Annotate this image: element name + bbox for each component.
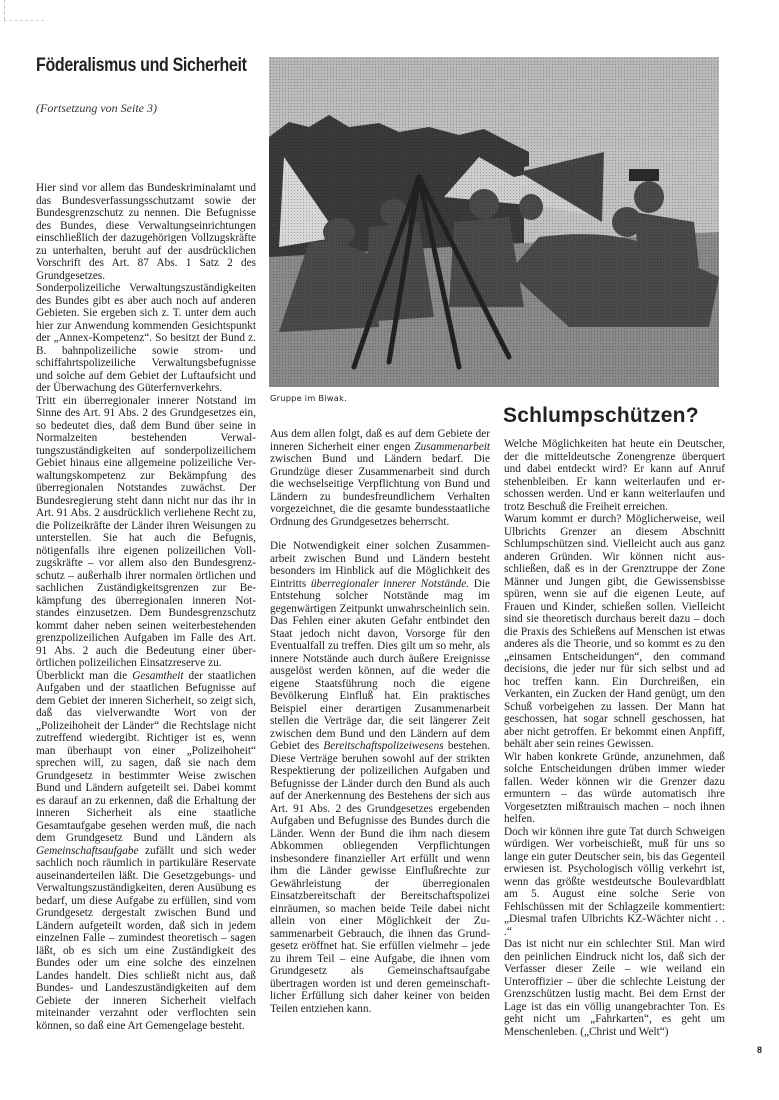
text-run: Die Notwendigkeit einer solchen Zusammenarbeit zwischen Bund und Ländern besteht besonders im Hinblick auf die Möglichkeit des Eintritts (270, 540, 490, 590)
emphasis: Bereitschaftspolizeiwesens (323, 740, 444, 752)
page-number: 8 (757, 1045, 763, 1055)
paragraph: Tritt ein überregionaler innerer Notstand im Sinne des Art. 91 Abs. 2 des Grundgesetzes ein, so bedeutet dies, daß dem Bund über seine in Normalzeiten bestehenden Verwaltungszuständigkeiten auf sonderpolizeilichem Gebiet hinaus eine allgemeine polizeiliche Verwaltungskompetenz zur Bekämpfung des überregionalen Notstandes zuwächst. Der Bundesregierung steht dann nicht nur das ihr in Art. 91 Abs. 2 ausdrücklich verliehene Recht zu, die Polizeikräfte der Länder ihren Weisungen zu unterstellen. Sie hat auch die Befugnis, nötigenfalls ihre eigenen polizeilichen Vollzugskräfte – vor allem also den Bundesgrenzschutz – außerhalb ihrer normalen örtlichen und sachlichen Zuständigkeitsgrenzen zur Bekämpfung des überregionalen inneren Notstandes einzusetzen. Dem Bundesgrenzschutz kommt daher neben seinen weiterbestehenden grenzpolizeilichen Aufgaben im Falle des Art. 91 Abs. 2 auch die Bedeutung einer überörtlichen polizeilichen Einsatzreserve zu. (36, 394, 256, 669)
paragraph: Wir haben konkrete Gründe, anzunehmen, daß solche Entscheidungen drüben immer wieder fallen. Weder können wir die Grenzer dazu ermuntern – das würde automatisch ihre Vorgesetzten mißtrauisch machen – noch ihnen helfen. (504, 750, 725, 825)
text-run: zufällt und sich weder sachlich noch räumlich in partikuläre Reservate auseinanderteilen läßt. Die Gesetzgebungs- und Verwaltungszuständigkeiten, deren Ausübung es bedarf, um diese Aufgabe zu erfüllen, sind vom Grundgesetz dergestalt zwischen Bund und Ländern aufgeteilt worden, daß sich in jedem einzelnen Falle – zumindest theoretisch – sagen läßt, ob es sich um eine Zuständigkeit des Bundes oder um eine solche des einzelnen Landes handelt. Dies schließt nicht aus, daß Bundes- und Landeszuständigkeiten auf dem Gebiete der inneren Sicherheit vielfach miteinander verzahnt oder verflochten sein können, so daß eine Art Gemengelage besteht. (36, 844, 256, 1032)
article-title: Föderalismus und Sicherheit (36, 54, 247, 76)
article-column-left (36, 182, 256, 1032)
text-run: bestehen. Diese Verträge beruhen sowohl auf der strikten Respektierung der polizeilichen Aufgaben und Befugnisse der Länder durch den Bund als auch auf der Anerkennung des Bestehens der sich aus Art. 91 Abs. 2 des Grundgesetzes ergebenden Aufgaben und Befugnisse des Bundes durch die Länder. Wenn der Bund die ihm nach diesem Abkommen obliegenden Verpflichtungen insbesondere finanzieller Art erfüllt und wenn ihm die Länder gewisse Einflußrechte zur Gewährleistung der überregionalen Einsatzbereitschaft der Bereitschaftspolizei einräumen, so machen beide Teile dabei nicht allein von einer Möglichkeit der Zusammenarbeit Gebrauch, die ihnen das Grundgesetz eröffnet hat. Sie erfüllen vielmehr – jede zu ihrem Teil – eine Aufgabe, die ihnen vom Grundgesetz als Gemeinschaftsaufgabe übertragen worden ist und deren gemeinschaftlicher Erfüllung sich daher keiner von beiden Teilen entziehen kann. (270, 740, 491, 1015)
paragraph (270, 428, 490, 528)
continuation-note: (Fortsetzung von Seite 3) (36, 101, 157, 115)
halftone-overlay (269, 57, 719, 387)
photo-caption: Gruppe im Biwak. (270, 393, 347, 403)
paragraph: Welche Möglichkeiten hat heute ein Deutscher, der die mitteldeutsche Zonengrenze überquert und dabei entdeckt wird? Er kann auf Anruf stehenbleiben. Er kann weiterlaufen und erschossen werden. Und er kann weiterlaufen und trotz Beschuß die Freiheit erreichen. (504, 438, 725, 513)
article-column-middle (270, 428, 490, 1015)
text-run: Überblickt man die (36, 669, 133, 682)
crop-mark (4, 0, 6, 20)
paragraph (36, 670, 256, 1033)
emphasis: Gemeinschaftsaufgabe (36, 844, 139, 857)
photo-image (269, 57, 719, 387)
paragraph (270, 540, 490, 1015)
text-run: der staatlichen Aufgaben und der staatlichen Befugnisse auf dem Gebiet der inneren Sicherheit, so zeigt sich, daß das vielverwandte Wort von der „Polizeihoheit der Länder“ die Rechtslage nicht zutreffend wiedergibt. Richtiger ist es, wenn man überhaupt von einer „Polizeihoheit“ sprechen will, zu sagen, daß sie nach dem Grundgesetz in bestimmter Weise zwischen Bund und Ländern aufgeteilt sei. Dabei kommt es darauf an zu erkennen, daß die Erhaltung der inneren Sicherheit als eine staatliche Gesamtaufgabe gesehen werden muß, die nach dem Grundgesetz Bund und Ländern als (36, 669, 257, 844)
text-run: zwischen Bund und Ländern bedarf. Die Grundzüge dieser Zusammenarbeit sind durch die wechselseitige Verpflichtung von Bund und Ländern zu bundesfreundlichem Verhalten vorgezeichnet, die die gesamte bundesstaatliche Ordnung des Grundgesetzes beherrscht. (270, 453, 490, 528)
emphasis: überregionaler innerer Notstände. (310, 577, 470, 590)
sidebar-article-column (504, 438, 725, 1038)
text-run: Die Entstehung solcher Notstände mag im gegenwärtigen Zeitpunkt unwahrscheinlich sein. Das Fehlen einer akuten Gefahr entbindet den Staat jedoch nicht davon, Vorsorge für den Eventualfall zu treffen. Dies gilt um so mehr, als innere Notstände auch durch äußere Ereignisse ausgelöst werden können, auf die weder die eigene Staatsführung noch die eigene Bevölkerung Einfluß hat. Ein praktisches Beispiel einer derartigen Zusammenarbeit stellen die Verträge dar, die seit längerer Zeit zwischen dem Bund und den Ländern auf dem Gebiet des (270, 577, 491, 752)
bivouac-photo (269, 57, 719, 387)
emphasis: Zusammenarbeit (414, 440, 490, 453)
paragraph: Warum kommt er durch? Möglicherweise, weil Ulbrichts Grenzer an diesem Abschnitt Schlumpschützen sind. Vielleicht auch aus ganz anderen Gründen. Wir können nicht ausschließen, daß es in der Grenztruppe der Zone Männer und Jungen gibt, die Gewissensbisse spüren, wenn sie auf die eigenen Leute, auf Frauen und Kinder, schießen sollen. Vielleicht sind sie theoretisch durchaus bereit dazu – doch die Praxis des Schießens auf Menschen ist etwas anderes als die Theorie, und so kommt es zu den „einsamen Entscheidungen“, den command decisions, die jeder nur für sich selbst und ad hoc treffen kann. Ein Durchreißen, ein Verkanten, ein Zucken der Hand genügt, um den Schuß vorbeigehen zu lassen. Der Mann hat geschossen, hat sogar schnell geschossen, hat aber nicht getroffen. Er bekommt einen Anpfiff, behält aber sein reines Gewissen. (504, 513, 725, 750)
crop-mark (4, 20, 44, 22)
paragraph: Das ist nicht nur ein schlechter Stil. Man wird den peinlichen Eindruck nicht los, daß sich der Verfasser dieser Zeile – wie weiland ein Unteroffizier – über die schlechte Leistung der Grenzschützen lustig macht. Bei dem Ernst der Lage ist das ein völlig unangebrachter Ton. Es geht nicht um „Fahrkarten“, es geht um Menschenleben. („Christ und Welt“) (504, 938, 725, 1038)
paragraph: Doch wir können ihre gute Tat durch Schweigen würdigen. Wer vorbeischießt, muß für uns so lange ein guter Deutscher sein, bis das Gegenteil erwiesen ist. Psychologisch völlig verkehrt ist, wenn das größte westdeutsche Boulevardblatt am 5. August eine solche Serie von Fehlschüssen mit der Schlagzeile kommentiert: „Diesmal trafen Ulbrichts KZ-Wächter nicht . . .“ (504, 825, 725, 938)
sidebar-article-title: Schlumpschützen? (503, 404, 699, 427)
text-run: Aus dem allen folgt, daß es auf dem Gebiete der inneren Sicherheit einer engen (270, 428, 490, 453)
paragraph: Hier sind vor allem das Bundeskriminalamt und das Bundesverfassungsschutzamt sowie der Bundesgrenzschutz zu nennen. Die Befugnisse des Bundes, diese Verwaltungseinrichtungen einschließlich der dazugehörigen Vollzugskräfte zu unterhalten, beruht auf der ausdrücklichen Vorschrift des Art. 87 Abs. 1 Satz 2 des Grundgesetzes. (36, 182, 256, 282)
paragraph: Sonderpolizeiliche Verwaltungszuständigkeiten des Bundes gibt es aber auch noch auf anderen Gebieten. Sie ergeben sich z. T. unter dem auch hier zur Anwendung kommenden Gesichtspunkt der „Annex-Kompetenz“. So besitzt der Bund z. B. bahnpolizeiliche sowie strom- und schiffahrtspolizeiliche Verwaltungsbefugnisse und solche auf dem Gebiet der Luftaufsicht und der Überwachung des Güterfernverkehrs. (36, 282, 256, 394)
emphasis: Gesamtheit (132, 669, 184, 682)
